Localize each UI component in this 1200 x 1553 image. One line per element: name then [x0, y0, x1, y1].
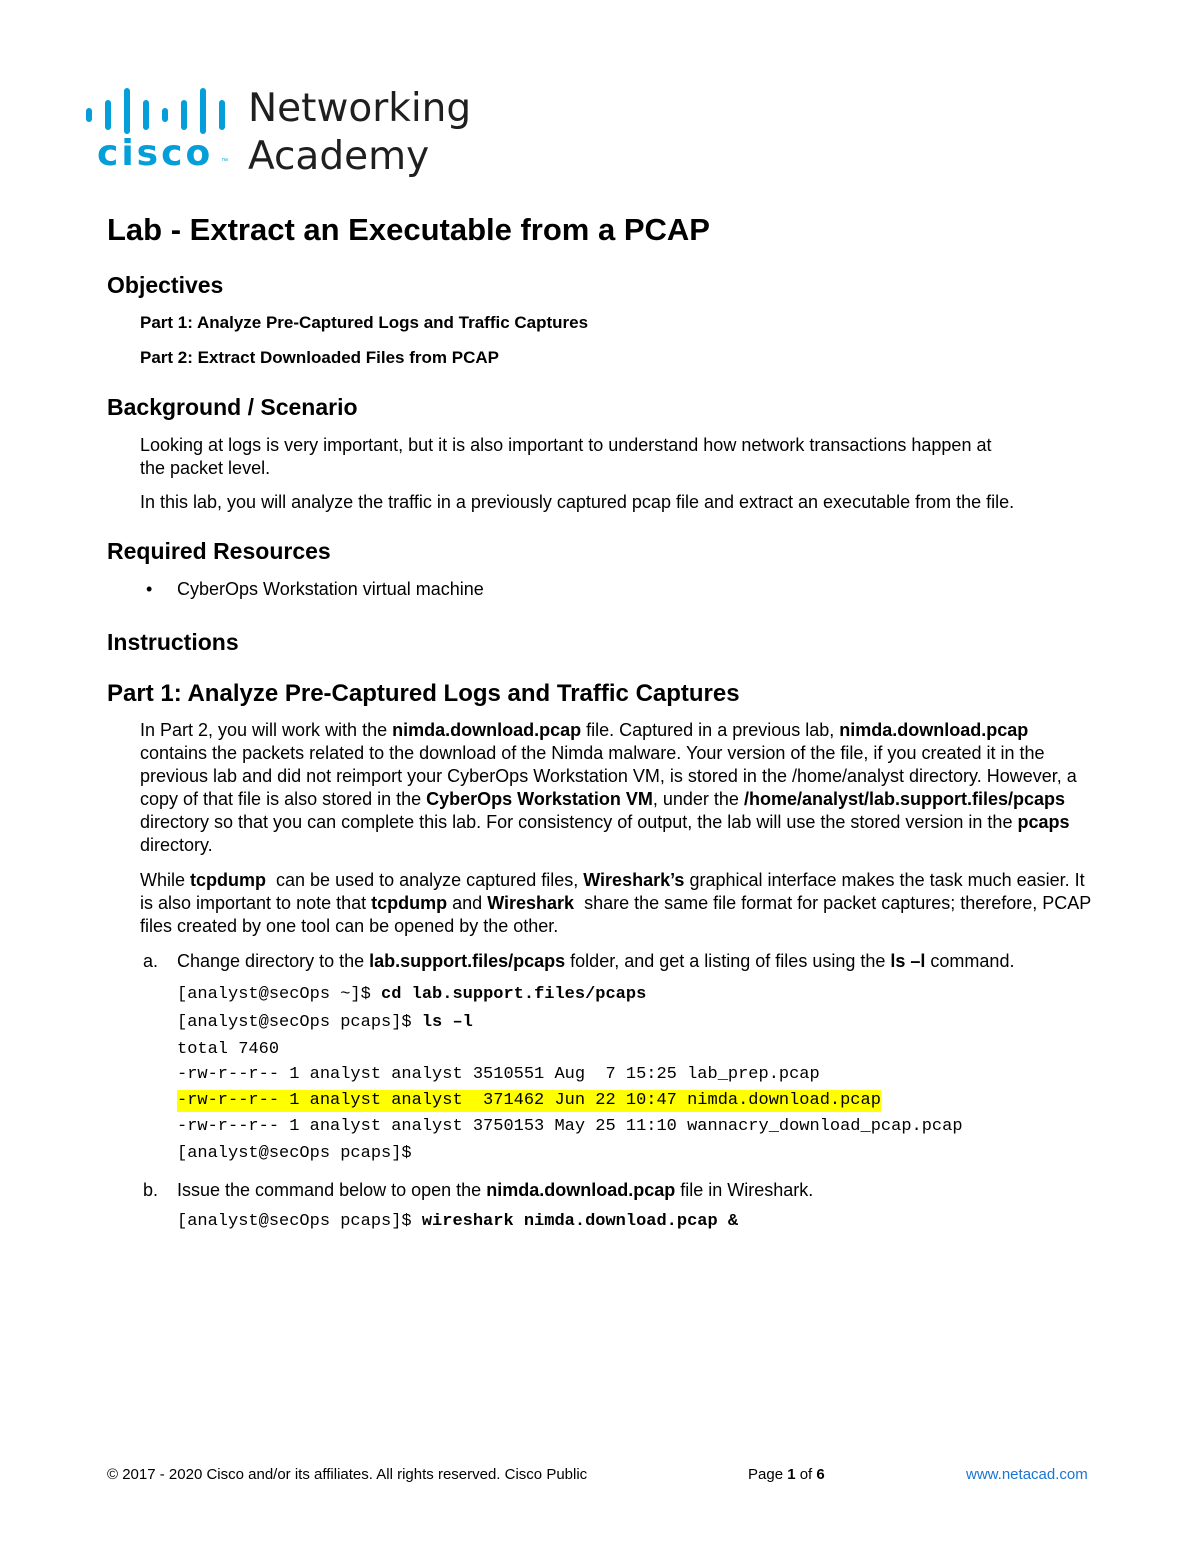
- text-run: contains the packets related to the download of the Nimda malware. Your version of the file, if you created it in the previous lab and did not reimport your CyberOps Workstation VM, is stored in the /home/analyst directory. However, a copy of that file is also stored in the: [140, 743, 1077, 809]
- cisco-wordmark: cisco: [97, 133, 214, 174]
- objective-part1: Part 1: Analyze Pre-Captured Logs and Traffic Captures: [140, 313, 589, 332]
- code-line: -rw-r--r-- 1 analyst analyst 3750153 May 25 11:10 wannacry_download_pcap.pcap: [177, 1117, 963, 1136]
- code-line: total 7460: [177, 1040, 280, 1059]
- bold-run: tcpdump: [371, 893, 448, 913]
- objectives-heading: Objectives: [107, 272, 224, 298]
- text-run: file. Captured in a previous lab,: [581, 720, 840, 740]
- resources-heading: Required Resources: [107, 538, 331, 564]
- background-heading: Background / Scenario: [107, 394, 358, 420]
- logo-academy: Academy: [248, 134, 430, 179]
- resource-item: CyberOps Workstation virtual machine: [177, 579, 484, 599]
- bold-run: /home/analyst/lab.support.files/pcaps: [743, 789, 1066, 809]
- bold-run: ls –l: [890, 951, 926, 971]
- text-run: Change directory to the: [177, 951, 370, 971]
- part1-paragraph-2: [140, 869, 1100, 938]
- code-line: -rw-r--r-- 1 analyst analyst 3510551 Aug 7 15:25 lab_prep.pcap: [177, 1065, 820, 1084]
- logo-networking: Networking: [248, 86, 472, 131]
- code-line: [177, 1012, 473, 1034]
- text-run: share the same file format for packet captures; therefore, PCAP files created by one tool can be opened by the other.: [140, 893, 1097, 936]
- footer-website-link[interactable]: www.netacad.com: [966, 1466, 1088, 1483]
- code-line: [177, 984, 646, 1006]
- code-line: [177, 1211, 738, 1233]
- bold-run: CyberOps Workstation VM: [426, 789, 653, 809]
- bold-run: Wireshark’s: [583, 870, 685, 890]
- command: wireshark nimda.download.pcap &: [421, 1212, 739, 1231]
- bold-run: nimda.download.pcap: [392, 720, 582, 740]
- code-line-highlighted: -rw-r--r-- 1 analyst analyst 371462 Jun 22 10:47 nimda.download.pcap: [177, 1091, 881, 1110]
- prompt: [analyst@secOps pcaps]$: [177, 1013, 422, 1032]
- prompt: [analyst@secOps pcaps]$: [177, 1212, 422, 1231]
- bold-run: pcaps: [1017, 812, 1070, 832]
- bold-run: tcpdump: [190, 870, 267, 890]
- background-p1-line1: Looking at logs is very important, but it is also important to understand how network transactions happen at: [140, 435, 992, 455]
- page-current: 1: [787, 1466, 796, 1483]
- prompt: [analyst@secOps ~]$: [177, 985, 382, 1004]
- bold-run: nimda.download.pcap: [486, 1180, 676, 1200]
- text-run: file in Wireshark.: [675, 1180, 814, 1200]
- text-run: command.: [925, 951, 1015, 971]
- text-run: Page: [748, 1466, 788, 1483]
- background-p1-line2: the packet level.: [140, 458, 271, 478]
- step-a-letter: a.: [143, 951, 159, 971]
- page-title: Lab - Extract an Executable from a PCAP: [107, 212, 710, 247]
- step-a-text: [177, 950, 1014, 973]
- step-b-text: [177, 1179, 813, 1202]
- text-run: folder, and get a listing of files using the: [565, 951, 891, 971]
- text-run: directory.: [140, 835, 213, 855]
- text-run: directory so that you can complete this lab. For consistency of output, the lab will use the stored version in the: [140, 812, 1018, 832]
- text-run: of: [795, 1466, 817, 1483]
- bold-run: Wireshark: [487, 893, 575, 913]
- instructions-heading: Instructions: [107, 629, 239, 655]
- bold-run: nimda.download.pcap: [839, 720, 1029, 740]
- footer-copyright: © 2017 - 2020 Cisco and/or its affiliates. All rights reserved. Cisco Public: [107, 1466, 588, 1483]
- objective-part2: Part 2: Extract Downloaded Files from PCAP: [140, 348, 499, 367]
- background-paragraph-1: [140, 434, 1105, 480]
- trademark-mark: ™: [221, 158, 228, 165]
- text-run: and: [447, 893, 488, 913]
- part1-heading: Part 1: Analyze Pre-Captured Logs and Traffic Captures: [107, 680, 740, 707]
- command: ls –l: [421, 1013, 473, 1032]
- text-run: In Part 2, you will work with the: [140, 720, 393, 740]
- background-paragraph-2: In this lab, you will analyze the traffic in a previously captured pcap file and extract an executable from the file.: [140, 492, 1015, 512]
- bold-run: lab.support.files/pcaps: [369, 951, 566, 971]
- footer-page-number: [748, 1465, 825, 1485]
- command: cd lab.support.files/pcaps: [381, 985, 647, 1004]
- text-run: While: [140, 870, 191, 890]
- text-run: can be used to analyze captured files,: [266, 870, 584, 890]
- part1-paragraph-1: [140, 719, 1090, 857]
- cisco-logo-bars-icon: [86, 88, 236, 134]
- text-run: graphical interface makes the task much easier. It is also important to note that: [140, 870, 1085, 913]
- text-run: Issue the command below to open the: [177, 1180, 487, 1200]
- text-run: , under the: [652, 789, 744, 809]
- step-b-letter: b.: [143, 1180, 159, 1200]
- code-line: [analyst@secOps pcaps]$: [177, 1144, 412, 1163]
- bullet-icon: •: [146, 579, 153, 599]
- page-total: 6: [816, 1466, 825, 1483]
